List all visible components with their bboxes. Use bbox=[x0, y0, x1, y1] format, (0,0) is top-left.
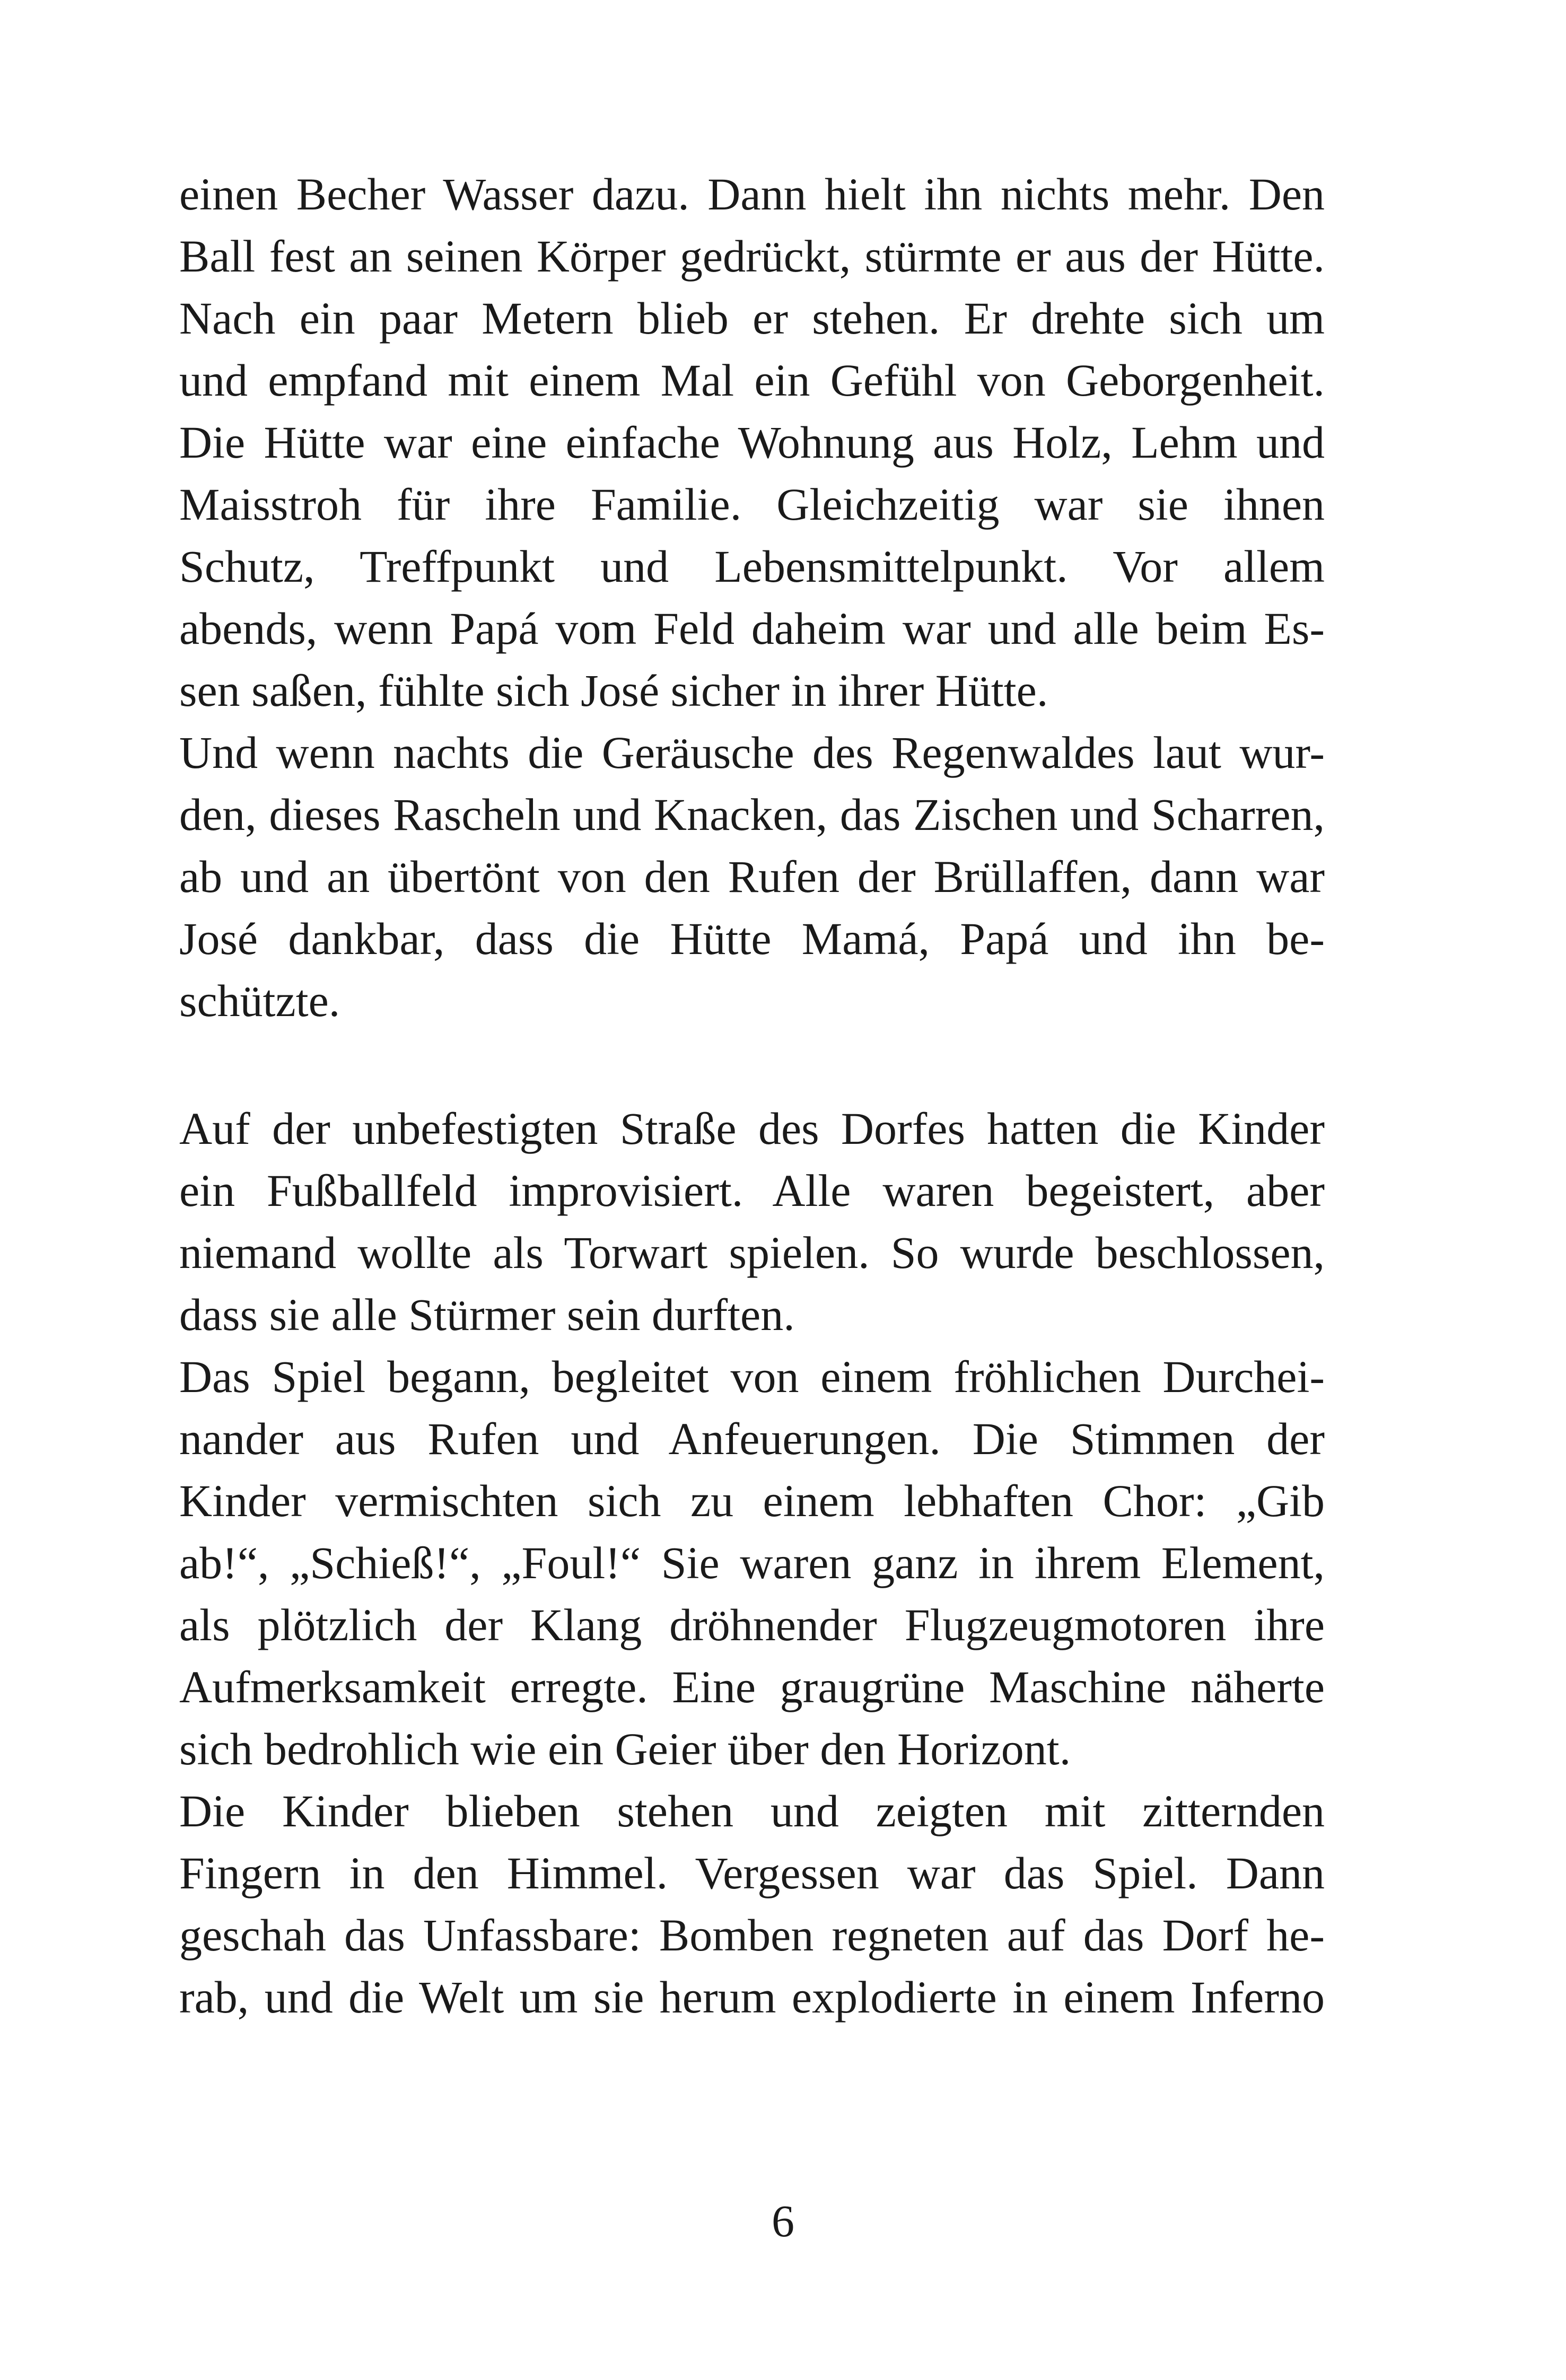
text-section-top bbox=[179, 163, 1325, 1032]
text-line: rab, und die Welt um sie herum explodierte in einem Inferno bbox=[179, 1972, 1325, 2023]
text-line: ein Fußballfeld improvisiert. Alle waren begeistert, aber bbox=[179, 1165, 1325, 1216]
text-line: niemand wollte als Torwart spielen. So wurde beschlossen, bbox=[179, 1227, 1325, 1278]
paragraph-game bbox=[179, 1346, 1325, 1780]
text-line: Nach ein paar Metern blieb er stehen. Er drehte sich um bbox=[179, 293, 1325, 344]
text-line: sich bedrohlich wie ein Geier über den Horizont. bbox=[179, 1723, 1071, 1774]
text-line: Die Hütte war eine einfache Wohnung aus Holz, Lehm und bbox=[179, 417, 1325, 468]
text-line: abends, wenn Papá vom Feld daheim war und alle beim Es- bbox=[179, 603, 1325, 654]
paragraph-hut bbox=[179, 163, 1325, 722]
text-section-bottom bbox=[179, 1098, 1325, 2028]
text-line: Fingern in den Himmel. Vergessen war das Spiel. Dann bbox=[179, 1848, 1325, 1898]
text-line: Auf der unbefestigten Straße des Dorfes hatten die Kinder bbox=[179, 1103, 1325, 1154]
text-line: sen saßen, fühlte sich José sicher in ihrer Hütte. bbox=[179, 665, 1048, 716]
text-line: den, dieses Rascheln und Knacken, das Zischen und Scharren, bbox=[179, 789, 1325, 840]
text-line: und empfand mit einem Mal ein Gefühl von Geborgenheit. bbox=[179, 355, 1325, 406]
text-line: Aufmerksamkeit erregte. Eine graugrüne Maschine näherte bbox=[179, 1661, 1325, 1712]
text-line: schützte. bbox=[179, 975, 340, 1026]
text-line: Kinder vermischten sich zu einem lebhaften Chor: „Gib bbox=[179, 1475, 1325, 1526]
text-line: Schutz, Treffpunkt und Lebensmittelpunkt. Vor allem bbox=[179, 541, 1325, 592]
text-line: Ball fest an seinen Körper gedrückt, stürmte er aus der Hütte. bbox=[179, 231, 1325, 282]
text-line: nander aus Rufen und Anfeuerungen. Die Stimmen der bbox=[179, 1413, 1325, 1464]
text-line: Maisstroh für ihre Familie. Gleichzeitig war sie ihnen bbox=[179, 479, 1325, 530]
text-line: Und wenn nachts die Geräusche des Regenwaldes laut wur- bbox=[179, 727, 1325, 778]
text-line: Das Spiel begann, begleitet von einem fröhlichen Durchei- bbox=[179, 1351, 1325, 1402]
page-number: 6 bbox=[772, 2195, 794, 2246]
text-line: geschah das Unfassbare: Bomben regneten auf das Dorf he- bbox=[179, 1910, 1325, 1961]
paragraph-football-field bbox=[179, 1098, 1325, 1346]
text-line: dass sie alle Stürmer sein durften. bbox=[179, 1289, 795, 1340]
paragraph-bombing bbox=[179, 1780, 1325, 2028]
text-line: ab und an übertönt von den Rufen der Brüllaffen, dann war bbox=[179, 851, 1325, 902]
text-line: als plötzlich der Klang dröhnender Flugzeugmotoren ihre bbox=[179, 1599, 1325, 1650]
text-line: Die Kinder blieben stehen und zeigten mit zitternden bbox=[179, 1786, 1325, 1836]
paragraph-night bbox=[179, 722, 1325, 1032]
text-line: ab!“, „Schieß!“, „Foul!“ Sie waren ganz in ihrem Element, bbox=[179, 1537, 1325, 1588]
text-line: José dankbar, dass die Hütte Mamá, Papá und ihn be- bbox=[179, 913, 1325, 964]
text-line: einen Becher Wasser dazu. Dann hielt ihn nichts mehr. Den bbox=[179, 169, 1325, 220]
